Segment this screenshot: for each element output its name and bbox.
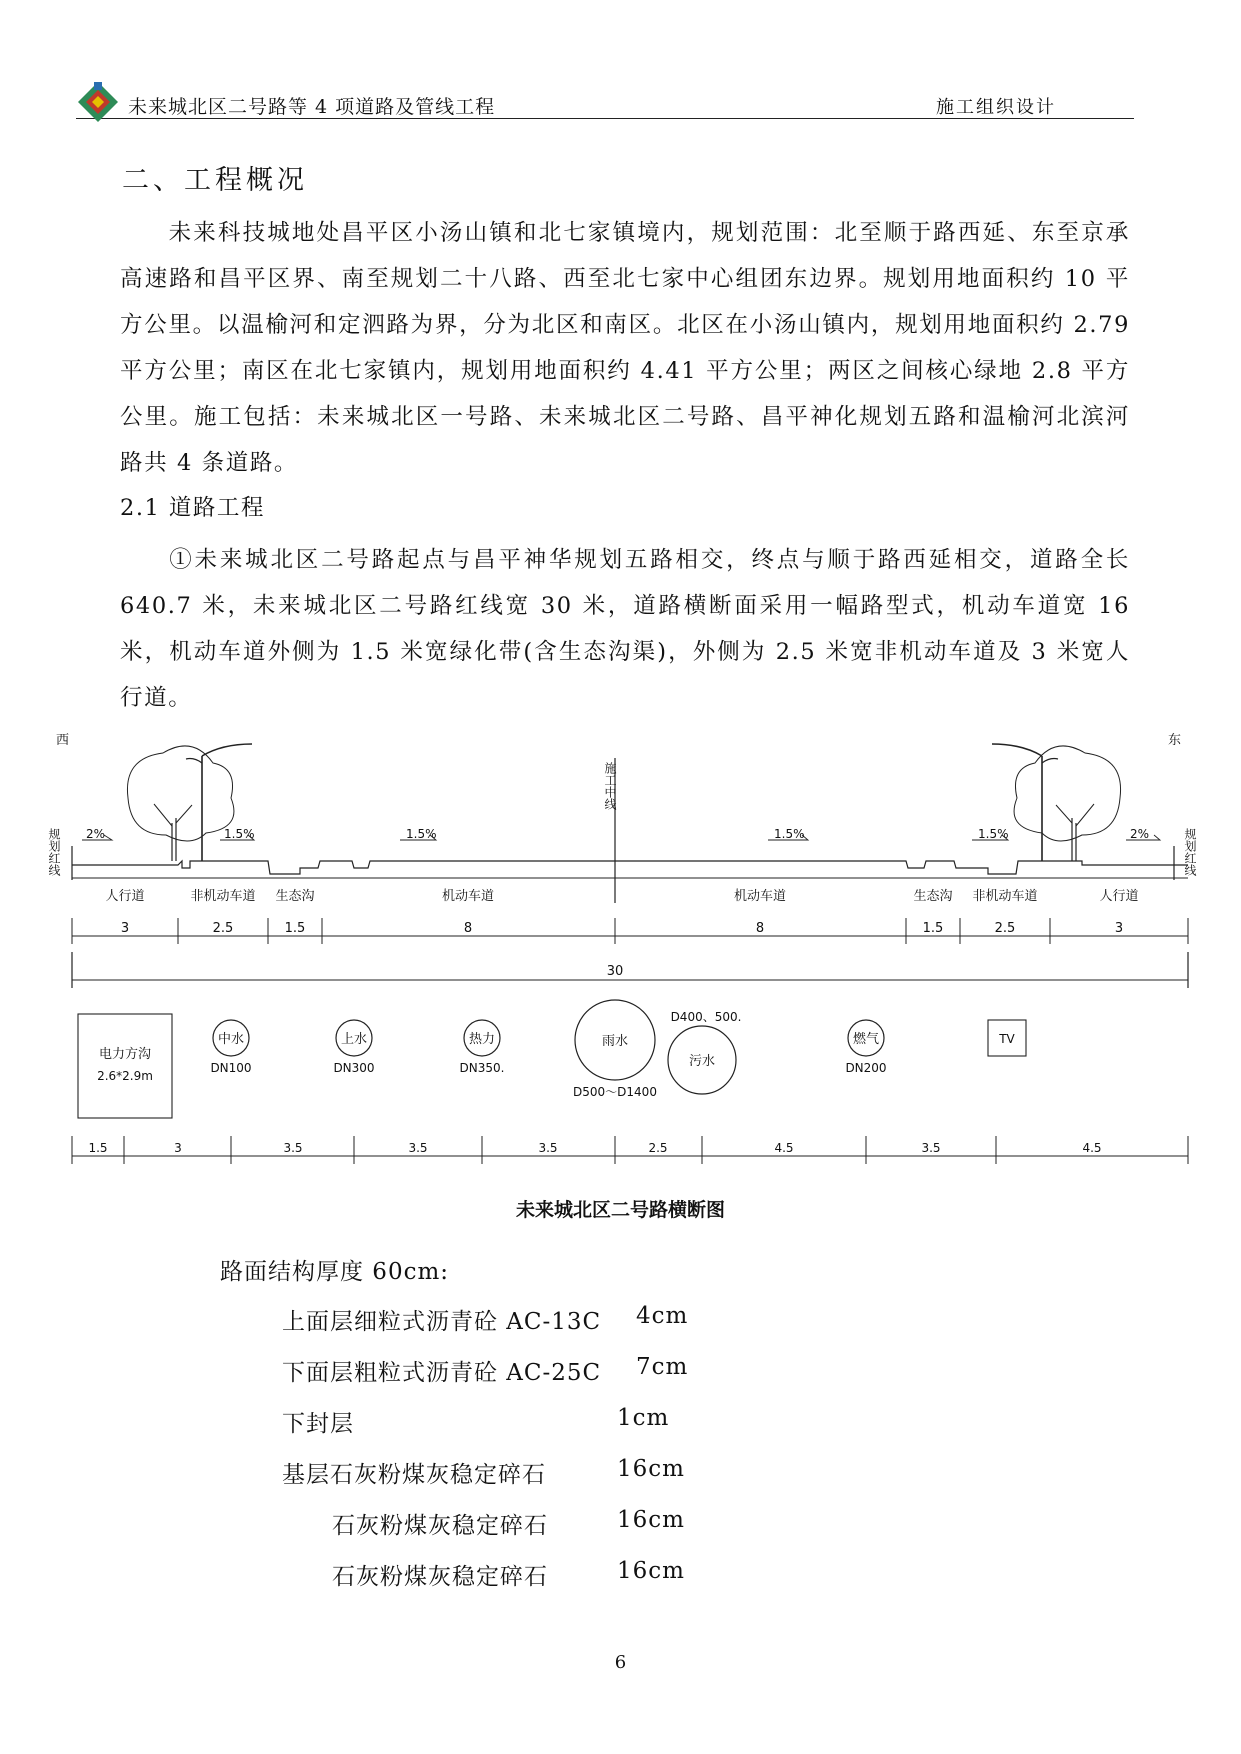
pipe-rain-name: 雨水 xyxy=(601,1034,629,1049)
company-logo-icon xyxy=(76,80,120,124)
layer-6-thickness: 16cm xyxy=(617,1558,685,1584)
layer-2-name: 下面层粗粒式沥青砼 AC-25C xyxy=(282,1360,602,1386)
pipe-tv-name: TV xyxy=(999,1032,1015,1046)
layer-2-thickness: 7cm xyxy=(636,1354,689,1380)
slope-4: 1.5% xyxy=(774,827,805,841)
pipe-rain-size: D500～D1400 xyxy=(573,1085,657,1099)
diagram-caption: 未来城北区二号路横断图 xyxy=(515,1199,725,1221)
pipe-spacing-3: 3.5 xyxy=(283,1141,303,1155)
lane-width-5: 8 xyxy=(755,921,765,936)
structure-heading: 路面结构厚度 60cm: xyxy=(220,1259,450,1285)
red-line-label-right: 规划红线 xyxy=(1183,828,1197,876)
pipe-spacing-2: 3 xyxy=(174,1141,182,1155)
lane-label-7: 非机动车道 xyxy=(972,889,1038,904)
layer-1-name: 上面层细粒式沥青砼 AC-13C xyxy=(282,1309,602,1335)
pipe-spacing-7: 4.5 xyxy=(774,1141,794,1155)
pipe-spacing-9: 4.5 xyxy=(1082,1141,1102,1155)
pipe-spacing-5: 3.5 xyxy=(538,1141,558,1155)
pipe-water-size: DN300 xyxy=(333,1061,375,1075)
page-header xyxy=(76,76,1134,119)
lane-label-4: 机动车道 xyxy=(441,889,495,904)
slope-5: 1.5% xyxy=(978,827,1009,841)
pipe-sewage-name: 污水 xyxy=(688,1054,716,1069)
pipe-heat-name: 热力 xyxy=(468,1032,496,1047)
road-cross-section-diagram xyxy=(47,718,1197,1183)
lane-label-6: 生态沟 xyxy=(913,889,953,904)
layer-5-thickness: 16cm xyxy=(617,1507,685,1533)
pipe-heat-size: DN350. xyxy=(459,1061,505,1075)
layer-6-name: 石灰粉煤灰稳定碎石 xyxy=(332,1564,548,1590)
layer-3-thickness: 1cm xyxy=(617,1405,670,1431)
slope-6: 2% xyxy=(1130,827,1150,841)
lane-width-4: 8 xyxy=(463,921,473,936)
pipe-reclaimed-name: 中水 xyxy=(217,1032,245,1047)
slope-2: 1.5% xyxy=(224,827,255,841)
east-label: 东 xyxy=(1168,733,1182,748)
overview-paragraph xyxy=(120,210,1130,486)
slope-1: 2% xyxy=(86,827,106,841)
layer-4-name: 基层石灰粉煤灰稳定碎石 xyxy=(282,1462,546,1488)
lane-width-7: 2.5 xyxy=(994,921,1016,936)
pipe-spacing-1: 1.5 xyxy=(88,1141,108,1155)
lane-label-2: 非机动车道 xyxy=(190,889,256,904)
lane-label-8: 人行道 xyxy=(1099,889,1139,904)
lane-label-5: 机动车道 xyxy=(733,889,787,904)
lane-width-8: 3 xyxy=(1114,921,1124,936)
pipe-reclaimed-size: DN100 xyxy=(210,1061,252,1075)
pipe-gas-name: 燃气 xyxy=(852,1032,880,1047)
lane-width-6: 1.5 xyxy=(922,921,944,936)
doc-type: 施工组织设计 xyxy=(936,97,1056,118)
slope-3: 1.5% xyxy=(406,827,437,841)
pipe-spacing-6: 2.5 xyxy=(648,1141,668,1155)
lane-label-1: 人行道 xyxy=(105,889,145,904)
lane-width-3: 1.5 xyxy=(284,921,306,936)
pipe-power-size: 2.6*2.9m xyxy=(97,1069,153,1083)
layer-3-name: 下封层 xyxy=(282,1411,354,1437)
road-text: ①未来城北区二号路起点与昌平神华规划五路相交，终点与顺于路西延相交，道路全长 640.7 米，未来城北区二号路红线宽 30 米，道路横断面采用一幅路型式，机动车道宽 16 米，机动车道外侧为 1.5 米宽绿化带(含生态沟渠)，外侧为 2.5 米宽非机动车道及 3 米宽人行道。 xyxy=(120,547,1130,711)
west-label: 西 xyxy=(56,733,70,748)
pipe-water-name: 上水 xyxy=(340,1032,368,1047)
center-line-label: 施工中线 xyxy=(603,762,617,810)
lane-width-1: 3 xyxy=(120,921,130,936)
lane-width-2: 2.5 xyxy=(212,921,234,936)
subsection-title: 2.1 道路工程 xyxy=(120,495,265,521)
overview-text: 未来科技城地处昌平区小汤山镇和北七家镇境内，规划范围：北至顺于路西延、东至京承高速路和昌平区界、南至规划二十八路、西至北七家中心组团东边界。规划用地面积约 10 平方公里。以温榆河和定泗路为界，分为北区和南区。北区在小汤山镇内，规划用地面积约 2.79 平方公里；南区在北七家镇内，规划用地面积约 4.41 平方公里；两区之间核心绿地 2.8 平方公里。施工包括：未来城北区一号路、未来城北区二号路、昌平神化规划五路和温榆河北滨河路共 4 条道路。 xyxy=(120,220,1130,476)
page-number: 6 xyxy=(614,1652,627,1673)
pipe-power-name: 电力方沟 xyxy=(98,1047,152,1062)
pipe-spacing-4: 3.5 xyxy=(408,1141,428,1155)
red-line-label-left: 规划红线 xyxy=(47,828,61,876)
lane-label-3: 生态沟 xyxy=(275,889,315,904)
layer-1-thickness: 4cm xyxy=(636,1303,689,1329)
layer-5-name: 石灰粉煤灰稳定碎石 xyxy=(332,1513,548,1539)
layer-4-thickness: 16cm xyxy=(617,1456,685,1482)
road-paragraph xyxy=(120,537,1130,721)
total-width: 30 xyxy=(606,964,624,979)
section-title: 二、工程概况 xyxy=(122,165,308,196)
pipe-gas-size: DN200 xyxy=(845,1061,887,1075)
project-title: 未来城北区二号路等 4 项道路及管线工程 xyxy=(128,96,496,118)
pipe-sewage-size: D400、500. xyxy=(670,1010,742,1024)
pipe-spacing-8: 3.5 xyxy=(921,1141,941,1155)
